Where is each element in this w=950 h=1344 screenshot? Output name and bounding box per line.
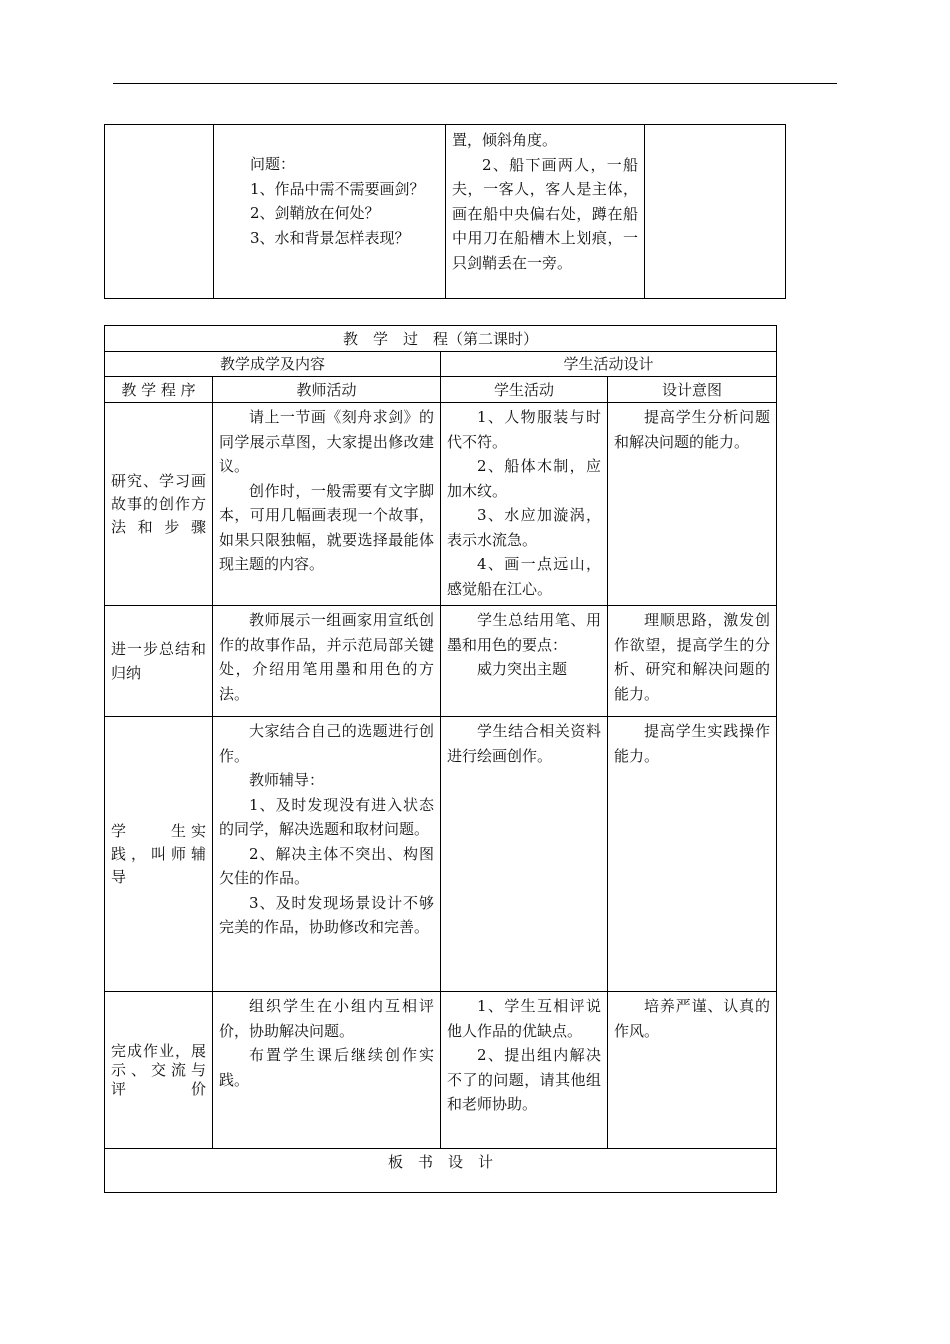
intent-text: 培养严谨、认真的作风。 (614, 997, 771, 1040)
procedure-cell: 研究、学习画故事的创作方法和步骤 (105, 403, 213, 606)
student-text: 1、学生互相评说他人作品的优缺点。 (447, 997, 601, 1040)
procedure-cell: 进一步总结和归纳 (105, 606, 213, 717)
process-table (104, 325, 777, 1193)
student-cell (441, 403, 608, 606)
teacher-cell (213, 403, 441, 606)
teacher-text: 教师展示一组画家用宣纸创作的故事作品，并示范局部关键处，介绍用笔用墨和用色的方法。 (219, 611, 434, 703)
teacher-cell (213, 606, 441, 717)
teacher-text: 教师辅导： (249, 771, 325, 789)
student-header: 学生活动 (441, 377, 608, 403)
student-cell (441, 717, 608, 992)
student-cell (441, 606, 608, 717)
question-2: 2、剑鞘放在何处？ (250, 204, 380, 222)
student-text: 1、人物服装与时代不符。 (447, 408, 601, 451)
student-text: 4、画一点远山，感觉船在江心。 (447, 555, 601, 598)
intent-cell (608, 403, 777, 606)
header-rule (113, 83, 837, 84)
intent-cell (608, 606, 777, 717)
procedure-cell: 完成作业，展示、交流与 评 价 (105, 992, 213, 1149)
student-text: 2、船体木制，应加木纹。 (447, 457, 601, 500)
intent-text: 理顺思路，激发创作欲望，提高学生的分析、研究和解决问题的能力。 (614, 611, 771, 703)
procedure-cell: 学 生实践，叫师辅 导 (105, 717, 213, 992)
teacher-text: 2、解决主体不突出、构图欠佳的作品。 (219, 844, 434, 887)
table-row (105, 992, 777, 1149)
question-heading: 问题： (250, 155, 296, 173)
teacher-cell (213, 717, 441, 992)
intent-header: 设计意图 (608, 377, 777, 403)
table-row (105, 717, 777, 992)
student-text: 2、提出组内解决不了的问题，请其他组和老师协助。 (447, 1046, 601, 1113)
teacher-text: 3、及时发现场景设计不够完美的作品，协助修改和完善。 (219, 893, 434, 936)
cont-col4 (645, 125, 786, 299)
table-row (105, 403, 777, 606)
board-design-title: 板 书 设 计 (105, 1149, 777, 1193)
teacher-text: 布置学生课后继续创作实践。 (219, 1046, 434, 1089)
intent-text: 提高学生实践操作能力。 (614, 722, 771, 765)
process-title: 教 学 过 程（第二课时） (105, 326, 777, 352)
teacher-text: 1、及时发现没有进入状态的同学，解决选题和取材问题。 (219, 795, 434, 838)
cont-col3 (446, 125, 645, 299)
question-3: 3、水和背景怎样表现？ (250, 228, 410, 247)
teacher-text: 组织学生在小组内互相评价，协助解决问题。 (219, 997, 434, 1040)
table-row (105, 606, 777, 717)
teacher-header: 教师活动 (213, 377, 441, 403)
group-right-header: 学生活动设计 (441, 352, 777, 377)
continued-table (104, 124, 786, 299)
teacher-text: 创作时，一般需要有文字脚本，可用几幅画表现一个故事，如果只限独幅，就要选择最能体现主题的内容。 (219, 481, 434, 573)
teacher-text: 请上一节画《刻舟求剑》的同学展示草图，大家提出修改建议。 (219, 408, 434, 475)
student-text: 学生结合相关资料进行绘画创作。 (447, 722, 601, 765)
question-1: 1、作品中需不需要画剑？ (250, 179, 425, 198)
group-left-header: 教学成学及内容 (105, 352, 441, 377)
student-text: 学生总结用笔、用墨和用色的要点： (447, 611, 601, 654)
continued-text: 置，倾斜角度。 (452, 131, 558, 149)
teacher-text: 大家结合自己的选题进行创作。 (219, 722, 434, 765)
intent-text: 提高学生分析问题和解决问题的能力。 (614, 408, 771, 451)
student-text: 威力突出主题 (477, 660, 568, 678)
cont-col1 (105, 125, 214, 299)
student-cell (441, 992, 608, 1149)
student-text: 3、水应加漩涡，表示水流急。 (447, 506, 601, 549)
intent-cell (608, 992, 777, 1149)
boat-description: 2、船下画两人，一船夫，一客人，客人是主体，画在船中央偏右处，蹲在船中用刀在船槽木上划痕，一只剑鞘丢在一旁。 (452, 155, 638, 272)
cont-col2 (214, 125, 446, 299)
procedure-header: 教 学 程 序 (105, 377, 213, 403)
intent-cell (608, 717, 777, 992)
teacher-cell (213, 992, 441, 1149)
